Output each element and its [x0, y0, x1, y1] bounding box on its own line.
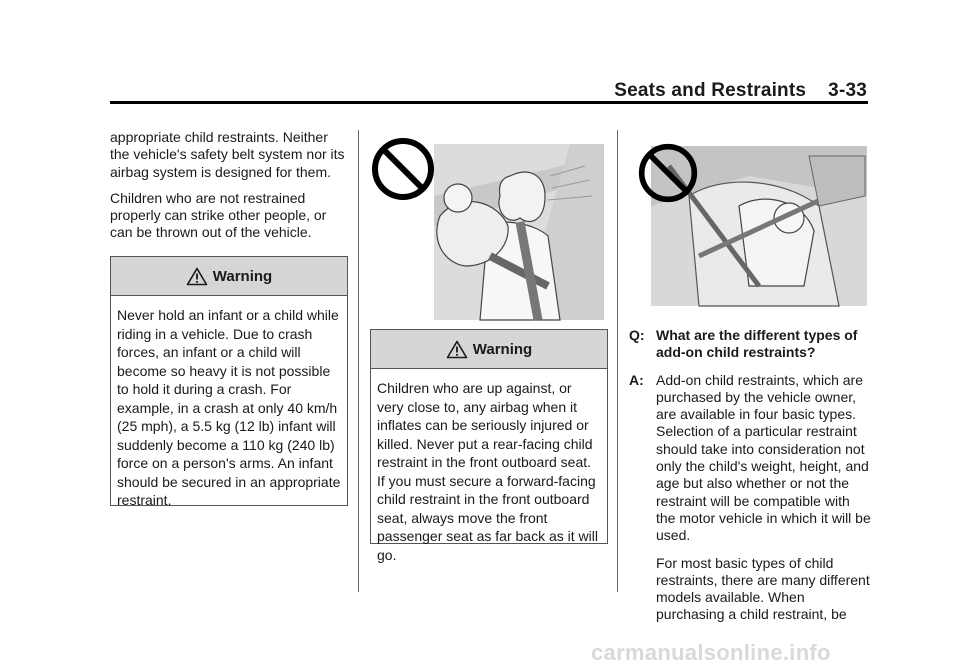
column-divider	[617, 130, 618, 592]
warning-title: Warning	[212, 267, 273, 285]
answer-continued	[629, 555, 871, 624]
warning-header	[371, 330, 607, 369]
warning-triangle-icon	[186, 267, 208, 286]
prohibited-icon	[637, 142, 699, 204]
question-text: What are the different types of add-on child restraints?	[656, 327, 858, 361]
warning-header	[111, 257, 347, 296]
warning-triangle-icon	[446, 340, 468, 359]
column-1	[110, 129, 350, 251]
page-header	[614, 80, 867, 102]
warning-text: Children who are up against, or very close to, any airbag when it inflates can be seriously injured or killed. Never put a rear-facing child restraint in the front outboard seat. If you must secure a forward-facing child restraint in the front outboard seat, always move the front passenger seat as far back as it will go.	[377, 380, 598, 563]
answer-text: Add-on child restraints, which are purchased by the vehicle owner, are available in four basic types. Selection of a particular restraint should take into consideration not only the child's weight, height, and age but also whether or not the restraint will be compatible with the motor vehicle in which it will be used.	[656, 371, 871, 544]
warning-title: Warning	[472, 340, 533, 358]
prohibited-icon	[370, 136, 436, 202]
question	[629, 327, 871, 362]
question-label: Q:	[629, 327, 645, 343]
warning-box	[110, 256, 348, 506]
answer-text: For most basic types of child restraints, there are many different models available. When purchasing a child restraint, be	[656, 554, 870, 623]
header-rule	[110, 101, 868, 104]
answer	[629, 372, 871, 545]
section-title: Seats and Restraints	[614, 80, 807, 101]
illustration-adult-holding-infant	[370, 136, 606, 322]
qa-section	[629, 327, 871, 634]
illustration-child-seat-front	[629, 136, 869, 308]
paragraph: appropriate child restraints. Neither the vehicle's safety belt system nor its airbag system is designed for them.	[110, 129, 345, 180]
watermark: carmanualsonline.info	[591, 640, 831, 665]
page-number: 3-33	[828, 80, 867, 101]
answer-label: A:	[629, 371, 644, 388]
column-divider	[358, 130, 359, 592]
warning-box	[370, 329, 608, 563]
warning-text: Never hold an infant or a child while riding in a vehicle. Due to crash forces, an infant or a child will become so heavy it is not possible to hold it during a crash. For example, in a crash at only 40 km/h (25 mph), a 5.5 kg (12 lb) infant will suddenly become a 110 kg (240 lb) force on a person's arms. An infant should be secured in an appropriate restraint.	[117, 307, 341, 508]
paragraph: Children who are not restrained properly can strike other people, or can be thrown out of the vehicle.	[110, 189, 327, 241]
